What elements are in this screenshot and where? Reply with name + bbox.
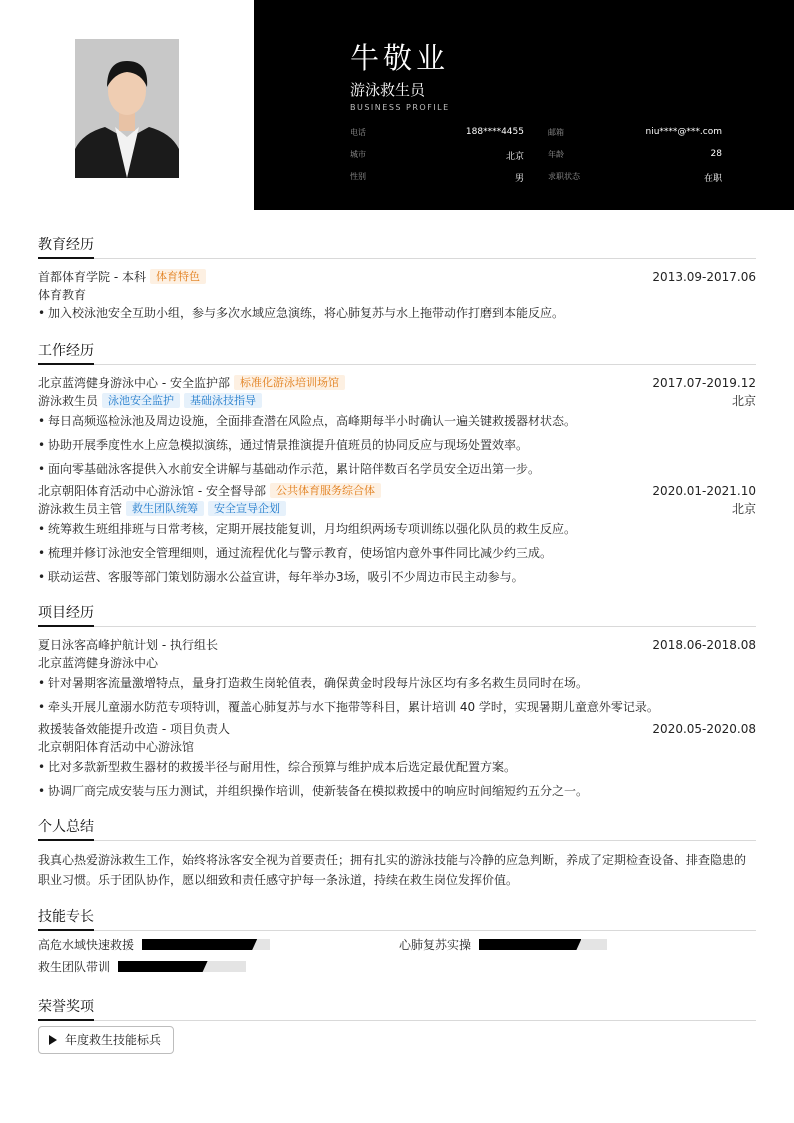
education-header <box>38 268 756 286</box>
info-status <box>548 171 722 183</box>
company-name: 北京蓝湾健身游泳中心 - 安全监护部 <box>38 376 230 390</box>
role-name: 游泳救生员 <box>38 394 99 408</box>
work-section <box>38 340 756 586</box>
skill-bar <box>142 939 270 950</box>
project-title: 救援装备效能提升改造 - 项目负责人 <box>38 722 230 736</box>
project-date: 2018.06-2018.08 <box>652 638 756 652</box>
work-bullet: • 每日高频巡检泳池及周边设施，全面排查潜在风险点，高峰期每半小时确认一遍关键救援器材状态。 <box>38 412 756 430</box>
skill-bar-fill <box>142 939 257 950</box>
project-org: 北京蓝湾健身游泳中心 <box>38 656 159 670</box>
info-label: 年龄 <box>548 150 564 159</box>
project-header <box>38 720 756 738</box>
project-title: 夏日泳客高峰护航计划 - 执行组长 <box>38 638 218 652</box>
play-triangle-icon <box>49 1035 57 1045</box>
work-date: 2017.07-2019.12 <box>652 376 756 390</box>
project-bullet: • 牵头开展儿童溺水防范专项特训，覆盖心肺复苏与水下拖带等科目，累计培训 40 学时，实现暑期儿童意外零记录。 <box>38 698 756 716</box>
skill-name: 救生团队带训 <box>38 960 111 974</box>
school-name: 首都体育学院 - 本科 <box>38 270 146 284</box>
work-city: 北京 <box>731 394 756 408</box>
section-title: 项目经历 <box>38 602 94 627</box>
skill-name: 高危水域快速救援 <box>38 938 135 952</box>
honor-name: 年度救生技能标兵 <box>65 1033 162 1047</box>
section-title: 工作经历 <box>38 340 94 365</box>
info-label: 邮箱 <box>548 128 564 137</box>
skill-bar-fill <box>479 939 581 950</box>
project-bullet: • 针对暑期客流量激增特点，量身打造救生岗轮值表，确保黄金时段每片泳区均有多名救生员同时在场。 <box>38 674 756 692</box>
summary-line: 我真心热爱游泳救生工作，始终将泳客安全视为首要责任；拥有扎实的游泳技能与冷静的应急判断，养成了定期检查设备、排查隐患的 <box>38 853 747 867</box>
section-divider <box>38 930 756 931</box>
education-section <box>38 234 756 322</box>
job-title: 游泳救生员 <box>350 81 426 99</box>
role-name: 游泳救生员主管 <box>38 502 123 516</box>
company-name: 北京朝阳体育活动中心游泳馆 - 安全督导部 <box>38 484 266 498</box>
work-city: 北京 <box>731 502 756 516</box>
summary-section <box>38 816 756 890</box>
honor-item[interactable] <box>38 1026 174 1054</box>
work-bullet: • 面向零基础泳客提供入水前安全讲解与基础动作示范，累计陪伴数百名学员安全迈出第一步。 <box>38 460 756 478</box>
info-value: niu****@***.com <box>645 127 722 137</box>
info-phone <box>350 127 524 139</box>
project-bullet: • 协调厂商完成安装与压力测试，并组织操作培训，使新装备在模拟救援中的响应时间缩短约五分之一。 <box>38 782 756 800</box>
work-role-row <box>38 500 756 518</box>
work-role-row <box>38 392 756 410</box>
profile-photo <box>75 39 179 178</box>
education-bullet: • 加入校泳池安全互助小组，参与多次水域应急演练，将心肺复苏与水上拖带动作打磨到本能反应。 <box>38 304 756 322</box>
work-bullet: • 梳理并修订泳池安全管理细则，通过流程优化与警示教育，使场馆内意外事件同比减少约三成。 <box>38 544 756 562</box>
work-header <box>38 482 756 500</box>
work-bullet: • 联动运营、客服等部门策划防溺水公益宣讲，每年举办3场，吸引不少周边市民主动参与。 <box>38 568 756 586</box>
project-date: 2020.05-2020.08 <box>652 722 756 736</box>
info-value: 28 <box>710 149 722 159</box>
profile-subtitle: BUSINESS PROFILE <box>350 103 450 112</box>
info-value: 北京 <box>505 152 524 162</box>
company-tag: 公共体育服务综合体 <box>270 483 381 498</box>
skill-name: 心肺复苏实操 <box>399 938 472 952</box>
info-label: 求职状态 <box>548 172 580 181</box>
project-bullet: • 比对多款新型救生器材的救援半径与耐用性，综合预算与维护成本后选定最优配置方案。 <box>38 758 756 776</box>
info-value: 男 <box>514 174 524 184</box>
info-gender <box>350 171 524 183</box>
education-tag: 体育特色 <box>150 269 206 284</box>
candidate-name: 牛敬业 <box>350 41 450 75</box>
section-divider <box>38 1020 756 1021</box>
info-city <box>350 149 524 161</box>
work-bullet: • 协助开展季度性水上应急模拟演练，通过情景推演提升值班员的协同反应与现场处置效率。 <box>38 436 756 454</box>
company-tag: 标准化游泳培训场馆 <box>234 375 345 390</box>
skills-section <box>38 906 756 931</box>
skill-bar-fill <box>118 961 208 972</box>
profile-header <box>0 0 794 210</box>
section-title: 个人总结 <box>38 816 94 841</box>
role-tag: 基础泳技指导 <box>184 393 262 408</box>
summary-line: 职业习惯。乐于团队协作，愿以细致和责任感守护每一条泳道，持续在救生岗位发挥价值。 <box>38 873 519 887</box>
info-label: 性别 <box>350 172 366 181</box>
section-title: 技能专长 <box>38 906 94 931</box>
info-value: 在职 <box>703 174 722 184</box>
skill-bar <box>118 961 246 972</box>
info-email <box>548 127 722 139</box>
work-date: 2020.01-2021.10 <box>652 484 756 498</box>
section-title: 教育经历 <box>38 234 94 259</box>
info-age <box>548 149 722 161</box>
info-label: 电话 <box>350 128 366 137</box>
major: 体育教育 <box>38 288 87 302</box>
section-title: 荣誉奖项 <box>38 996 94 1021</box>
projects-section <box>38 602 756 800</box>
info-value: 188****4455 <box>465 127 524 137</box>
skill-bar <box>479 939 607 950</box>
education-date: 2013.09-2017.06 <box>652 270 756 284</box>
project-org: 北京朝阳体育活动中心游泳馆 <box>38 740 195 754</box>
role-tag: 救生团队统筹 <box>126 501 204 516</box>
role-tag: 安全宣导企划 <box>208 501 286 516</box>
project-header <box>38 636 756 654</box>
honors-section <box>38 996 756 1021</box>
info-label: 城市 <box>350 150 366 159</box>
role-tag: 泳池安全监护 <box>102 393 180 408</box>
work-bullet: • 统筹救生班组排班与日常考核，定期开展技能复训，月均组织两场专项训练以强化队员的救生反应。 <box>38 520 756 538</box>
work-header <box>38 374 756 392</box>
